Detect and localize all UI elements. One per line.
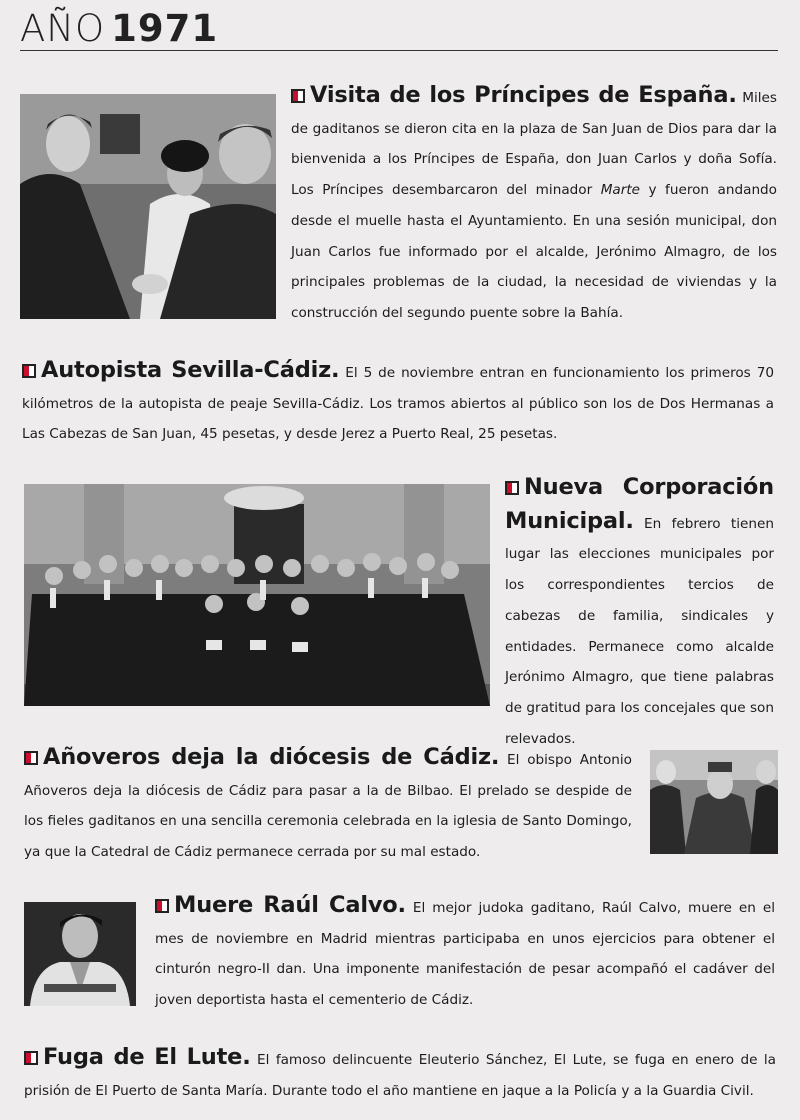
- article-headline: Fuga de El Lute.: [43, 1044, 251, 1070]
- article-el-lute: [24, 1042, 776, 1106]
- section-marker-icon: [291, 89, 305, 103]
- article-visita-principes: [291, 80, 777, 329]
- article-raul-calvo: [155, 890, 775, 1016]
- article-headline: Muere Raúl Calvo.: [174, 892, 406, 918]
- article-anoveros: [24, 742, 632, 868]
- photo-raul-calvo-illustration: [24, 902, 136, 1006]
- year-label: AÑO: [20, 7, 106, 50]
- article-body: Miles de gaditanos se dieron cita en la plaza de San Juan de Dios para dar la bienvenida a los Príncipes de España, don Juan Carlos y doña Sofía. Los Príncipes desembarcaron del minador: [291, 90, 777, 199]
- article-nueva-corporacion: [505, 472, 774, 754]
- article-body: El mejor judoka gaditano, Raúl Calvo, muere en el mes de noviembre en Madrid mientras participaba en unos ejercicios para obtener el cinturón negro-II dan. Una imponente manifestación de pesar acompañó el cadáver del joven deportista hasta el cementerio de Cádiz.: [155, 900, 775, 1009]
- article-body-continued: y fueron andando desde el muelle hasta el Ayuntamiento. En una sesión municipal, don Juan Carlos fue informado por el alcalde, Jerónimo Almagro, de los principales problemas de la ciudad, la necesidad de viviendas y la construcción del segundo puente sobre la Bahía.: [291, 182, 778, 321]
- page-header: [20, 8, 778, 51]
- article-body: En febrero tienen lugar las elecciones municipales por los correspondientes tercios de cabezas de familia, sindicales y entidades. Permanece como alcalde Jerónimo Almagro, que tiene palabras de gratitud para los concejales que son relevados.: [505, 515, 774, 747]
- article-headline: Añoveros deja la diócesis de Cádiz.: [43, 744, 500, 770]
- photo-princes-visit-illustration: [20, 94, 276, 319]
- article-headline: Autopista Sevilla-Cádiz.: [41, 357, 340, 383]
- article-body-emphasis: Marte: [600, 182, 641, 199]
- section-marker-icon: [505, 481, 519, 495]
- article-body: El 5 de noviembre entran en funcionamiento los primeros 70 kilómetros de la autopista de peaje Sevilla-Cádiz. Los tramos abiertos al público son los de Dos Hermanas a Las Cabezas de San Juan, 45 pesetas, y desde Jerez a Puerto Real, 25 pesetas.: [22, 365, 774, 443]
- photo-raul-calvo: [24, 902, 136, 1006]
- photo-bishop-anoveros-illustration: [650, 750, 778, 854]
- article-headline: Nueva Corporación Municipal.: [505, 474, 774, 534]
- article-headline: Visita de los Príncipes de España.: [310, 82, 737, 108]
- section-marker-icon: [24, 751, 38, 765]
- section-marker-icon: [22, 364, 36, 378]
- section-marker-icon: [24, 1051, 38, 1065]
- section-marker-icon: [155, 899, 169, 913]
- photo-princes-visit: [20, 94, 276, 319]
- article-autopista: [22, 355, 774, 450]
- year-number: 1971: [111, 7, 219, 50]
- photo-municipal-corporation: [24, 484, 490, 706]
- article-body: El famoso delincuente Eleuterio Sánchez, El Lute, se fuga en enero de la prisión de El Puerto de Santa María. Durante todo el año mantiene en jaque a la Policía y a la Guardia Civil.: [24, 1052, 776, 1099]
- photo-municipal-corporation-illustration: [24, 484, 490, 706]
- article-body: El obispo Antonio Añoveros deja la diócesis de Cádiz para pasar a la de Bilbao. El prelado se despide de los fieles gaditanos en una sencilla ceremonia celebrada en la iglesia de Santo Domingo, ya que la Catedral de Cádiz permanece cerrada por su mal estado.: [24, 752, 632, 861]
- photo-bishop-anoveros: [650, 750, 778, 854]
